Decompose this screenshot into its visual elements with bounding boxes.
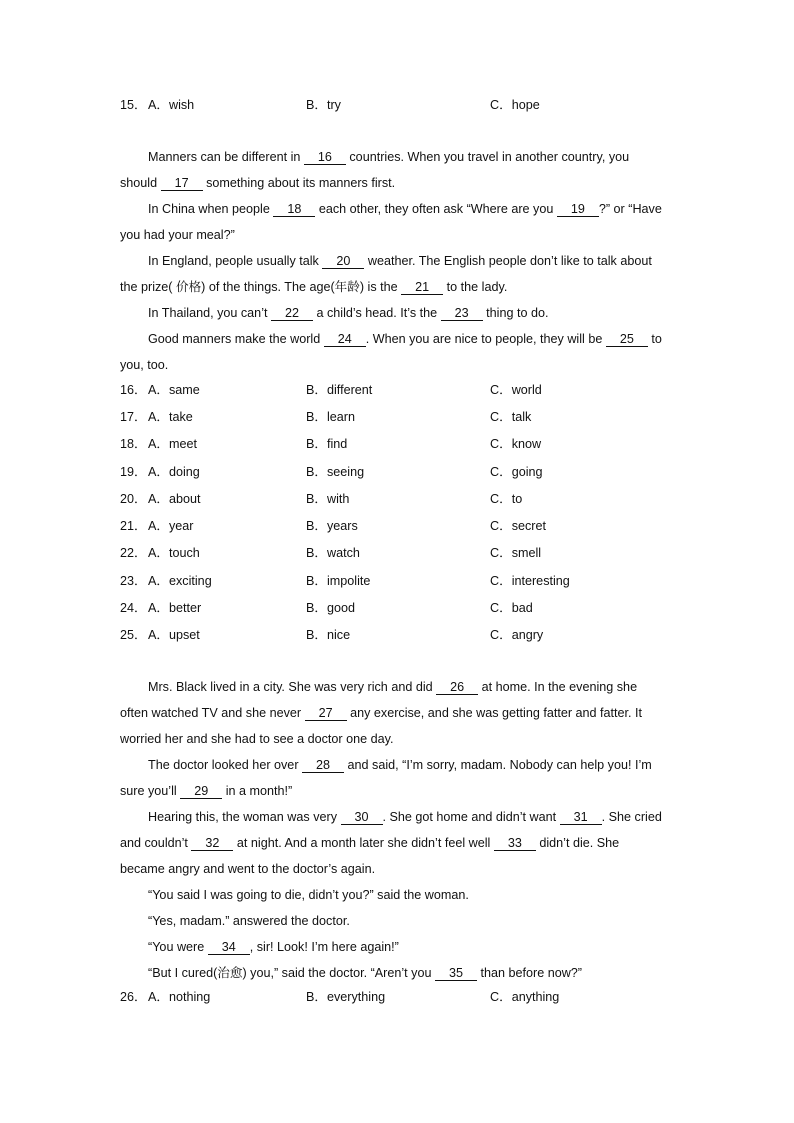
option-b: B．different — [306, 383, 373, 397]
blank-24: 24 — [324, 332, 366, 347]
blank-35: 35 — [435, 966, 477, 981]
option-c: C．talk — [490, 410, 532, 424]
blank-30: 30 — [341, 810, 383, 825]
paragraph-line: In Thailand, you can’t 22 a child’s head. It’s the 23 thing to do. — [148, 306, 549, 320]
paragraph-line: often watched TV and she never 27 any exercise, and she was getting fatter and fatter. It — [120, 706, 643, 720]
option-a: A．better — [148, 601, 202, 615]
question-number: 22． — [120, 546, 147, 560]
paragraph-line: should 17 something about its manners first. — [120, 176, 396, 190]
option-b: B．learn — [306, 410, 355, 424]
option-b: B．nice — [306, 628, 351, 642]
paragraph-line: the prize( 价格) of the things. The age(年龄) is the 21 to the lady. — [120, 280, 508, 294]
option-a: A．meet — [148, 437, 197, 451]
blank-28: 28 — [302, 758, 344, 773]
option-c: C．anything — [490, 990, 560, 1004]
question-number: 25． — [120, 628, 147, 642]
option-b: B．good — [306, 601, 356, 615]
option-c: C．smell — [490, 546, 542, 560]
blank-27: 27 — [305, 706, 347, 721]
blank-32: 32 — [191, 836, 233, 851]
blank-22: 22 — [271, 306, 313, 321]
paragraph-line: Good manners make the world 24 . When you are nice to people, they will be 25 to — [148, 332, 662, 346]
option-a: A．take — [148, 410, 193, 424]
option-c: C．world — [490, 383, 542, 397]
blank-23: 23 — [441, 306, 483, 321]
question-number: 26． — [120, 990, 147, 1004]
option-b: B．impolite — [306, 574, 371, 588]
blank-29: 29 — [180, 784, 222, 799]
question-number: 17． — [120, 410, 147, 424]
blank-20: 20 — [322, 254, 364, 269]
option-b: B．try — [306, 98, 341, 112]
paragraph-line: you had your meal?” — [120, 228, 235, 242]
option-c: C．angry — [490, 628, 544, 642]
option-a: A．doing — [148, 465, 200, 479]
blank-17: 17 — [161, 176, 203, 191]
option-b: B．everything — [306, 990, 386, 1004]
paragraph-line: “You said I was going to die, didn’t you?” said the woman. — [148, 888, 469, 902]
passage-mrs-black — [120, 674, 676, 986]
option-a: A．upset — [148, 628, 200, 642]
blank-25: 25 — [606, 332, 648, 347]
paragraph-line: Manners can be different in 16 countries. When you travel in another country, you — [148, 150, 630, 164]
option-a: A．same — [148, 383, 200, 397]
option-c: C．bad — [490, 601, 533, 615]
blank-16: 16 — [304, 150, 346, 165]
paragraph-line: and couldn’t 32 at night. And a month later she didn’t feel well 33 didn’t die. She — [120, 836, 620, 850]
paragraph-line: sure you’ll 29 in a month!” — [120, 784, 293, 798]
option-c: C．secret — [490, 519, 546, 533]
blank-18: 18 — [273, 202, 315, 217]
option-a: A．year — [148, 519, 194, 533]
option-a: A．nothing — [148, 990, 211, 1004]
option-a: A．about — [148, 492, 201, 506]
paragraph-line: “You were 34 , sir! Look! I’m here again!” — [148, 940, 399, 954]
option-b: B．years — [306, 519, 358, 533]
passage-manners — [120, 144, 676, 378]
paragraph-line: “But I cured(治愈) you,” said the doctor. “Aren’t you 35 than before now?” — [148, 966, 583, 980]
paragraph-line: became angry and went to the doctor’s again. — [120, 862, 376, 876]
question-number: 20． — [120, 492, 147, 506]
paragraph-line: In England, people usually talk 20 weather. The English people don’t like to talk about — [148, 254, 652, 268]
option-c: C．to — [490, 492, 523, 506]
blank-21: 21 — [401, 280, 443, 295]
option-a: A．exciting — [148, 574, 212, 588]
paragraph-line: In China when people 18 each other, they often ask “Where are you 19 ?” or “Have — [148, 202, 662, 216]
question-number: 24． — [120, 601, 147, 615]
option-b: B．watch — [306, 546, 360, 560]
paragraph-line: worried her and she had to see a doctor one day. — [120, 732, 394, 746]
option-b: B．find — [306, 437, 348, 451]
question-number: 15． — [120, 98, 147, 112]
option-c: C．interesting — [490, 574, 570, 588]
question-number: 21． — [120, 519, 147, 533]
blank-19: 19 — [557, 202, 599, 217]
blank-33: 33 — [494, 836, 536, 851]
question-number: 19． — [120, 465, 147, 479]
option-a: A．wish — [148, 98, 195, 112]
paragraph-line: The doctor looked her over 28 and said, “I’m sorry, madam. Nobody can help you! I’m — [148, 758, 652, 772]
question-number: 16． — [120, 383, 147, 397]
question-number: 23． — [120, 574, 147, 588]
option-b: B．seeing — [306, 465, 365, 479]
option-a: A．touch — [148, 546, 200, 560]
option-c: C．going — [490, 465, 543, 479]
option-b: B．with — [306, 492, 350, 506]
option-c: C．know — [490, 437, 542, 451]
question-number: 18． — [120, 437, 147, 451]
paragraph-line: you, too. — [120, 358, 169, 372]
paragraph-line: “Yes, madam.” answered the doctor. — [148, 914, 350, 928]
paragraph-line: Hearing this, the woman was very 30 . She got home and didn’t want 31 . She cried — [148, 810, 662, 824]
blank-34: 34 — [208, 940, 250, 955]
blank-26: 26 — [436, 680, 478, 695]
blank-31: 31 — [560, 810, 602, 825]
paragraph-line: Mrs. Black lived in a city. She was very rich and did 26 at home. In the evening she — [148, 680, 638, 694]
option-c: C．hope — [490, 98, 540, 112]
